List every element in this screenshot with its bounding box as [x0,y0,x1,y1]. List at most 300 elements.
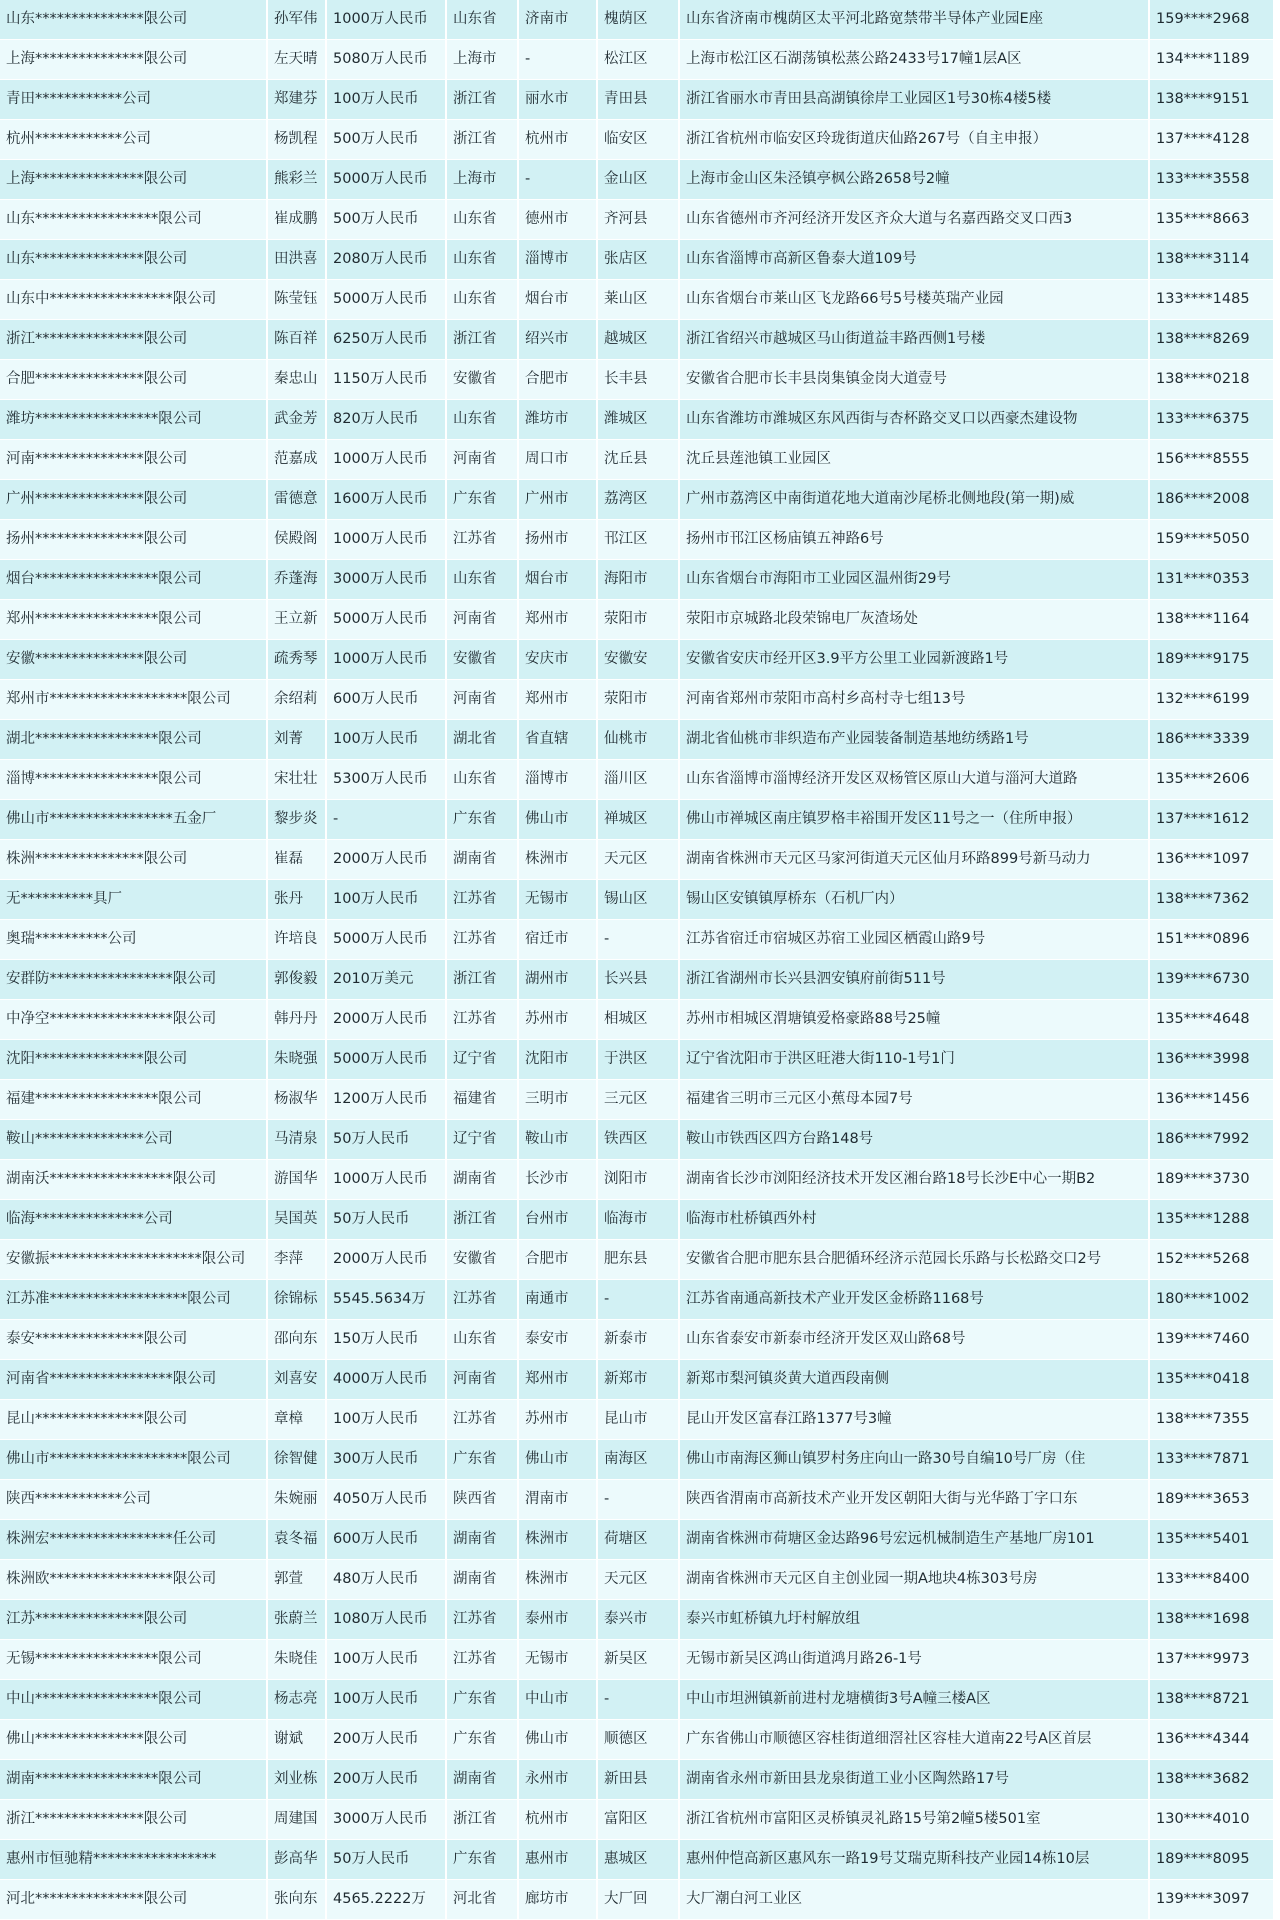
address-cell: 鞍山市铁西区四方台路148号 [679,1120,1149,1160]
legal-rep-cell: 徐智健 [267,1440,326,1480]
district-cell: 长丰县 [597,360,679,400]
registered-capital-cell: 50万人民币 [326,1840,446,1880]
city-cell: 郑州市 [518,680,597,720]
table-row [0,1240,1273,1280]
legal-rep-cell: 雷德意 [267,480,326,520]
city-cell: 三明市 [518,1080,597,1120]
registered-capital-cell: 5080万人民币 [326,40,446,80]
legal-rep-cell: 熊彩兰 [267,160,326,200]
province-cell: 陕西省 [446,1480,518,1520]
legal-rep-cell: 李萍 [267,1240,326,1280]
registered-capital-cell: 2010万美元 [326,960,446,1000]
phone-cell: 133****8400 [1149,1560,1273,1600]
legal-rep-cell: 刘菁 [267,720,326,760]
city-cell: 杭州市 [518,1800,597,1840]
phone-cell: 133****3558 [1149,160,1273,200]
company-name-cell: 郑州市*******************限公司 [0,680,267,720]
legal-rep-cell: 陈莹钰 [267,280,326,320]
registered-capital-cell: 1150万人民币 [326,360,446,400]
phone-cell: 189****9175 [1149,640,1273,680]
district-cell: 相城区 [597,1000,679,1040]
company-name-cell: 昆山***************限公司 [0,1400,267,1440]
legal-rep-cell: 马清泉 [267,1120,326,1160]
table-row [0,1880,1273,1920]
district-cell: 荷塘区 [597,1520,679,1560]
company-name-cell: 临海***************公司 [0,1200,267,1240]
phone-cell: 138****7362 [1149,880,1273,920]
district-cell: 三元区 [597,1080,679,1120]
company-name-cell: 湖北*****************限公司 [0,720,267,760]
registered-capital-cell: 200万人民币 [326,1720,446,1760]
district-cell: 昆山市 [597,1400,679,1440]
district-cell: 铁西区 [597,1120,679,1160]
company-name-cell: 安群防*****************限公司 [0,960,267,1000]
province-cell: 河南省 [446,600,518,640]
province-cell: 河南省 [446,440,518,480]
province-cell: 安徽省 [446,1240,518,1280]
phone-cell: 133****1485 [1149,280,1273,320]
district-cell: 长兴县 [597,960,679,1000]
province-cell: 广东省 [446,1720,518,1760]
province-cell: 江苏省 [446,1280,518,1320]
address-cell: 新郑市梨河镇炎黄大道西段南侧 [679,1360,1149,1400]
table-row [0,600,1273,640]
address-cell: 苏州市相城区渭塘镇爱格豪路88号25幢 [679,1000,1149,1040]
table-row [0,1280,1273,1320]
company-name-cell: 上海***************限公司 [0,40,267,80]
address-cell: 大厂潮白河工业区 [679,1880,1149,1920]
city-cell: 台州市 [518,1200,597,1240]
registered-capital-cell: 1000万人民币 [326,520,446,560]
table-row [0,640,1273,680]
phone-cell: 135****8663 [1149,200,1273,240]
registered-capital-cell: 100万人民币 [326,880,446,920]
phone-cell: 159****2968 [1149,0,1273,40]
city-cell: 无锡市 [518,1640,597,1680]
company-name-cell: 沈阳***************限公司 [0,1040,267,1080]
address-cell: 昆山开发区富春江路1377号3幢 [679,1400,1149,1440]
district-cell: - [597,1280,679,1320]
company-name-cell: 烟台*****************限公司 [0,560,267,600]
company-name-cell: 泰安***************限公司 [0,1320,267,1360]
province-cell: 江苏省 [446,1600,518,1640]
phone-cell: 136****4344 [1149,1720,1273,1760]
district-cell: 荔湾区 [597,480,679,520]
district-cell: 顺德区 [597,1720,679,1760]
registered-capital-cell: 820万人民币 [326,400,446,440]
province-cell: 广东省 [446,480,518,520]
city-cell: 广州市 [518,480,597,520]
company-name-cell: 安徽振*********************限公司 [0,1240,267,1280]
city-cell: 株洲市 [518,1560,597,1600]
legal-rep-cell: 张蔚兰 [267,1600,326,1640]
legal-rep-cell: 周建国 [267,1800,326,1840]
phone-cell: 138****1164 [1149,600,1273,640]
city-cell: - [518,40,597,80]
legal-rep-cell: 许培良 [267,920,326,960]
province-cell: 广东省 [446,1440,518,1480]
legal-rep-cell: 郭萱 [267,1560,326,1600]
phone-cell: 159****5050 [1149,520,1273,560]
city-cell: 佛山市 [518,1720,597,1760]
phone-cell: 138****8721 [1149,1680,1273,1720]
table-row [0,0,1273,40]
registered-capital-cell: 4000万人民币 [326,1360,446,1400]
table-row [0,80,1273,120]
province-cell: 浙江省 [446,1200,518,1240]
company-name-cell: 株洲***************限公司 [0,840,267,880]
phone-cell: 189****8095 [1149,1840,1273,1880]
table-row [0,920,1273,960]
registered-capital-cell: 2000万人民币 [326,1000,446,1040]
province-cell: 安徽省 [446,640,518,680]
company-name-cell: 湖南沃*****************限公司 [0,1160,267,1200]
company-name-cell: 河南***************限公司 [0,440,267,480]
city-cell: - [518,160,597,200]
company-name-cell: 中净空*****************限公司 [0,1000,267,1040]
table-row [0,280,1273,320]
registered-capital-cell: 100万人民币 [326,1680,446,1720]
phone-cell: 135****4648 [1149,1000,1273,1040]
address-cell: 湖南省株洲市荷塘区金达路96号宏远机械制造生产基地厂房101 [679,1520,1149,1560]
district-cell: 新田县 [597,1760,679,1800]
company-name-cell: 山东*****************限公司 [0,200,267,240]
city-cell: 德州市 [518,200,597,240]
legal-rep-cell: 韩丹丹 [267,1000,326,1040]
phone-cell: 151****0896 [1149,920,1273,960]
registered-capital-cell: 1000万人民币 [326,640,446,680]
province-cell: 浙江省 [446,80,518,120]
address-cell: 浙江省湖州市长兴县泗安镇府前街511号 [679,960,1149,1000]
province-cell: 浙江省 [446,960,518,1000]
district-cell: 淄川区 [597,760,679,800]
company-name-cell: 江苏准*******************限公司 [0,1280,267,1320]
district-cell: 荥阳市 [597,600,679,640]
legal-rep-cell: 朱晓佳 [267,1640,326,1680]
city-cell: 泰安市 [518,1320,597,1360]
legal-rep-cell: 王立新 [267,600,326,640]
registered-capital-cell: - [326,800,446,840]
table-row [0,480,1273,520]
address-cell: 中山市坦洲镇新前进村龙塘横街3号A幢三楼A区 [679,1680,1149,1720]
province-cell: 广东省 [446,1680,518,1720]
phone-cell: 138****8269 [1149,320,1273,360]
phone-cell: 186****2008 [1149,480,1273,520]
company-name-cell: 佛山***************限公司 [0,1720,267,1760]
city-cell: 合肥市 [518,1240,597,1280]
city-cell: 绍兴市 [518,320,597,360]
registered-capital-cell: 1600万人民币 [326,480,446,520]
address-cell: 上海市金山区朱泾镇亭枫公路2658号2幢 [679,160,1149,200]
legal-rep-cell: 吴国英 [267,1200,326,1240]
registered-capital-cell: 5000万人民币 [326,160,446,200]
legal-rep-cell: 秦忠山 [267,360,326,400]
address-cell: 湖南省株洲市天元区自主创业园一期A地块4栋303号房 [679,1560,1149,1600]
legal-rep-cell: 崔成鹏 [267,200,326,240]
city-cell: 中山市 [518,1680,597,1720]
district-cell: 新郑市 [597,1360,679,1400]
district-cell: 潍城区 [597,400,679,440]
company-name-cell: 山东中*****************限公司 [0,280,267,320]
city-cell: 株洲市 [518,1520,597,1560]
phone-cell: 156****8555 [1149,440,1273,480]
phone-cell: 138****7355 [1149,1400,1273,1440]
legal-rep-cell: 余绍莉 [267,680,326,720]
district-cell: 肥东县 [597,1240,679,1280]
district-cell: 新吴区 [597,1640,679,1680]
address-cell: 山东省烟台市海阳市工业园区温州街29号 [679,560,1149,600]
district-cell: 莱山区 [597,280,679,320]
table-row [0,1840,1273,1880]
legal-rep-cell: 张丹 [267,880,326,920]
address-cell: 惠州仲恺高新区惠风东一路19号艾瑞克斯科技产业园14栋10层 [679,1840,1149,1880]
company-name-cell: 潍坊*****************限公司 [0,400,267,440]
legal-rep-cell: 田洪喜 [267,240,326,280]
legal-rep-cell: 乔蓬海 [267,560,326,600]
registered-capital-cell: 5000万人民币 [326,600,446,640]
province-cell: 山东省 [446,200,518,240]
phone-cell: 138****3114 [1149,240,1273,280]
province-cell: 辽宁省 [446,1040,518,1080]
address-cell: 辽宁省沈阳市于洪区旺港大街110-1号1门 [679,1040,1149,1080]
address-cell: 湖南省永州市新田县龙泉街道工业小区陶然路17号 [679,1760,1149,1800]
address-cell: 陕西省渭南市高新技术产业开发区朝阳大街与光华路丁字口东 [679,1480,1149,1520]
company-name-cell: 浙江***************限公司 [0,320,267,360]
address-cell: 佛山市南海区狮山镇罗村务庄向山一路30号自编10号厂房（住 [679,1440,1149,1480]
phone-cell: 138****0218 [1149,360,1273,400]
province-cell: 江苏省 [446,1640,518,1680]
city-cell: 宿迁市 [518,920,597,960]
registered-capital-cell: 3000万人民币 [326,560,446,600]
phone-cell: 135****2606 [1149,760,1273,800]
legal-rep-cell: 黎步炎 [267,800,326,840]
address-cell: 无锡市新吴区鸿山街道鸿月路26-1号 [679,1640,1149,1680]
legal-rep-cell: 郑建芬 [267,80,326,120]
registered-capital-cell: 1000万人民币 [326,0,446,40]
district-cell: 张店区 [597,240,679,280]
table-row [0,1040,1273,1080]
district-cell: 松江区 [597,40,679,80]
company-name-cell: 浙江***************限公司 [0,1800,267,1840]
phone-cell: 133****6375 [1149,400,1273,440]
company-name-cell: 山东***************限公司 [0,240,267,280]
legal-rep-cell: 徐锦标 [267,1280,326,1320]
legal-rep-cell: 邵向东 [267,1320,326,1360]
province-cell: 福建省 [446,1080,518,1120]
province-cell: 湖南省 [446,1760,518,1800]
phone-cell: 186****7992 [1149,1120,1273,1160]
province-cell: 湖南省 [446,1560,518,1600]
district-cell: - [597,920,679,960]
legal-rep-cell: 陈百祥 [267,320,326,360]
address-cell: 浙江省丽水市青田县高湖镇徐岸工业园区1号30栋4楼5楼 [679,80,1149,120]
address-cell: 山东省烟台市莱山区飞龙路66号5号楼英瑞产业园 [679,280,1149,320]
table-row [0,1400,1273,1440]
legal-rep-cell: 杨志亮 [267,1680,326,1720]
legal-rep-cell: 孙军伟 [267,0,326,40]
province-cell: 山东省 [446,760,518,800]
phone-cell: 135****5401 [1149,1520,1273,1560]
district-cell: 仙桃市 [597,720,679,760]
city-cell: 潍坊市 [518,400,597,440]
table-row [0,520,1273,560]
district-cell: 越城区 [597,320,679,360]
registered-capital-cell: 2080万人民币 [326,240,446,280]
phone-cell: 137****1612 [1149,800,1273,840]
city-cell: 济南市 [518,0,597,40]
province-cell: 浙江省 [446,320,518,360]
company-name-cell: 青田************公司 [0,80,267,120]
table-row [0,760,1273,800]
registered-capital-cell: 480万人民币 [326,1560,446,1600]
city-cell: 渭南市 [518,1480,597,1520]
company-name-cell: 无**********具厂 [0,880,267,920]
district-cell: 天元区 [597,1560,679,1600]
district-cell: 新泰市 [597,1320,679,1360]
table-row [0,40,1273,80]
table-row [0,1080,1273,1120]
district-cell: 邗江区 [597,520,679,560]
registered-capital-cell: 600万人民币 [326,1520,446,1560]
table-row [0,720,1273,760]
city-cell: 周口市 [518,440,597,480]
district-cell: 锡山区 [597,880,679,920]
table-row [0,320,1273,360]
registered-capital-cell: 100万人民币 [326,1400,446,1440]
city-cell: 廊坊市 [518,1880,597,1920]
district-cell: 惠城区 [597,1840,679,1880]
address-cell: 福建省三明市三元区小蕉母本园7号 [679,1080,1149,1120]
legal-rep-cell: 杨凯程 [267,120,326,160]
company-name-cell: 福建*****************限公司 [0,1080,267,1120]
address-cell: 山东省泰安市新泰市经济开发区双山路68号 [679,1320,1149,1360]
legal-rep-cell: 刘喜安 [267,1360,326,1400]
legal-rep-cell: 袁冬福 [267,1520,326,1560]
address-cell: 山东省德州市齐河经济开发区齐众大道与名嘉西路交叉口西3 [679,200,1149,240]
table-row [0,1560,1273,1600]
district-cell: 安徽安 [597,640,679,680]
registered-capital-cell: 5300万人民币 [326,760,446,800]
province-cell: 江苏省 [446,1400,518,1440]
company-name-cell: 中山*****************限公司 [0,1680,267,1720]
district-cell: - [597,1480,679,1520]
legal-rep-cell: 宋壮壮 [267,760,326,800]
phone-cell: 139****7460 [1149,1320,1273,1360]
address-cell: 锡山区安镇镇厚桥东（石机厂内） [679,880,1149,920]
district-cell: 于洪区 [597,1040,679,1080]
table-row [0,1720,1273,1760]
registered-capital-cell: 50万人民币 [326,1200,446,1240]
legal-rep-cell: 武金芳 [267,400,326,440]
legal-rep-cell: 谢斌 [267,1720,326,1760]
address-cell: 湖南省株洲市天元区马家河街道天元区仙月环路899号新马动力 [679,840,1149,880]
registered-capital-cell: 300万人民币 [326,1440,446,1480]
city-cell: 苏州市 [518,1400,597,1440]
registered-capital-cell: 500万人民币 [326,200,446,240]
address-cell: 江苏省宿迁市宿城区苏宿工业园区栖霞山路9号 [679,920,1149,960]
company-name-cell: 河北***************限公司 [0,1880,267,1920]
city-cell: 鞍山市 [518,1120,597,1160]
company-name-cell: 无锡*****************限公司 [0,1640,267,1680]
company-name-cell: 江苏***************限公司 [0,1600,267,1640]
district-cell: 南海区 [597,1440,679,1480]
address-cell: 安徽省合肥市长丰县岗集镇金岗大道壹号 [679,360,1149,400]
company-name-cell: 佛山市*****************五金厂 [0,800,267,840]
province-cell: 河南省 [446,680,518,720]
phone-cell: 132****6199 [1149,680,1273,720]
province-cell: 山东省 [446,240,518,280]
province-cell: 河北省 [446,1880,518,1920]
phone-cell: 138****9151 [1149,80,1273,120]
province-cell: 山东省 [446,1320,518,1360]
district-cell: 临安区 [597,120,679,160]
registered-capital-cell: 150万人民币 [326,1320,446,1360]
phone-cell: 152****5268 [1149,1240,1273,1280]
province-cell: 湖南省 [446,1520,518,1560]
registered-capital-cell: 6250万人民币 [326,320,446,360]
company-name-cell: 山东***************限公司 [0,0,267,40]
legal-rep-cell: 杨淑华 [267,1080,326,1120]
registered-capital-cell: 2000万人民币 [326,840,446,880]
registered-capital-cell: 500万人民币 [326,120,446,160]
district-cell: 青田县 [597,80,679,120]
district-cell: 沈丘县 [597,440,679,480]
table-row [0,1360,1273,1400]
table-row [0,200,1273,240]
phone-cell: 186****3339 [1149,720,1273,760]
province-cell: 辽宁省 [446,1120,518,1160]
legal-rep-cell: 左天晴 [267,40,326,80]
registered-capital-cell: 5545.5634万 [326,1280,446,1320]
city-cell: 南通市 [518,1280,597,1320]
address-cell: 上海市松江区石湖荡镇松蒸公路2433号17幢1层A区 [679,40,1149,80]
city-cell: 无锡市 [518,880,597,920]
phone-cell: 189****3653 [1149,1480,1273,1520]
phone-cell: 135****1288 [1149,1200,1273,1240]
legal-rep-cell: 刘业栋 [267,1760,326,1800]
province-cell: 山东省 [446,560,518,600]
table-row [0,960,1273,1000]
province-cell: 江苏省 [446,1000,518,1040]
phone-cell: 135****0418 [1149,1360,1273,1400]
address-cell: 山东省潍坊市潍城区东风西街与杏杯路交叉口以西豪杰建设物 [679,400,1149,440]
address-cell: 浙江省杭州市富阳区灵桥镇灵礼路15号第2幢5楼501室 [679,1800,1149,1840]
table-row [0,360,1273,400]
legal-rep-cell: 疏秀琴 [267,640,326,680]
province-cell: 山东省 [446,0,518,40]
address-cell: 广东省佛山市顺德区容桂街道细滘社区容桂大道南22号A区首层 [679,1720,1149,1760]
company-name-cell: 合肥***************限公司 [0,360,267,400]
legal-rep-cell: 范嘉成 [267,440,326,480]
district-cell: - [597,1680,679,1720]
address-cell: 山东省济南市槐荫区太平河北路宽禁带半导体产业园E座 [679,0,1149,40]
registered-capital-cell: 5000万人民币 [326,1040,446,1080]
table-row [0,1680,1273,1720]
table-row [0,120,1273,160]
table-row [0,1000,1273,1040]
address-cell: 安徽省合肥市肥东县合肥循环经济示范园长乐路与长松路交口2号 [679,1240,1149,1280]
city-cell: 永州市 [518,1760,597,1800]
address-cell: 佛山市禅城区南庄镇罗格丰裕围开发区11号之一（住所申报） [679,800,1149,840]
district-cell: 齐河县 [597,200,679,240]
phone-cell: 136****3998 [1149,1040,1273,1080]
city-cell: 长沙市 [518,1160,597,1200]
address-cell: 泰兴市虹桥镇九圩村解放组 [679,1600,1149,1640]
registered-capital-cell: 1200万人民币 [326,1080,446,1120]
province-cell: 上海市 [446,160,518,200]
phone-cell: 139****3097 [1149,1880,1273,1920]
phone-cell: 136****1456 [1149,1080,1273,1120]
